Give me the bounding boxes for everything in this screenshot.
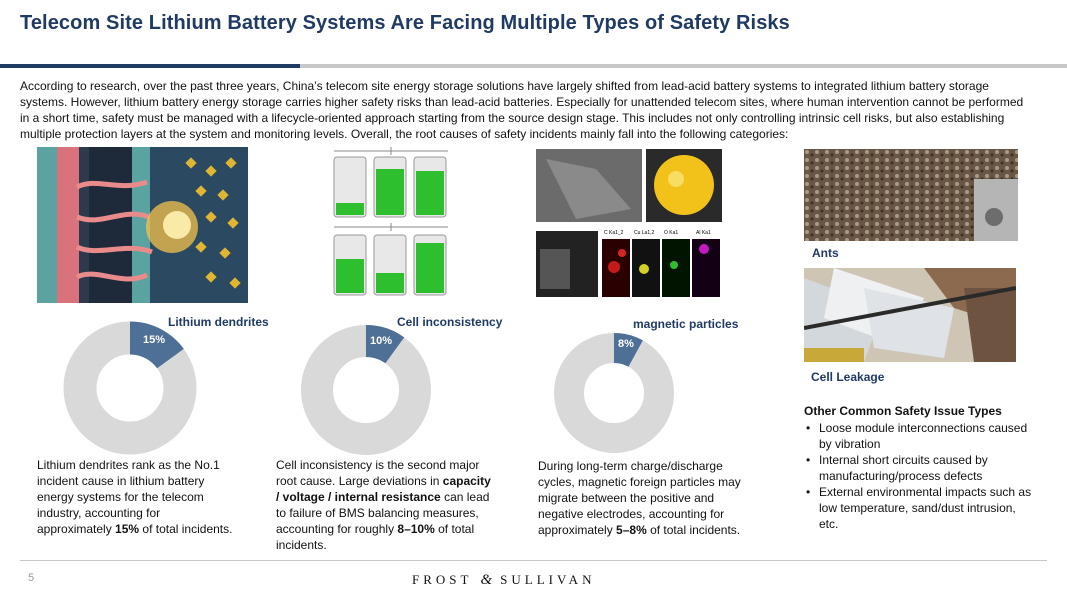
micro-label: Cu La1,2 [634,230,655,236]
brand-text: SULLIVAN [500,572,596,587]
other-issue-item: • External environmental impacts such as low temperature, sand/dust intrusion, etc. [804,484,1034,532]
risk-label-magnetic: magnetic particles [633,317,739,331]
desc-emphasis: 5–8% [616,523,647,537]
other-issue-item: • Internal short circuits caused by manufacturing/process defects [804,452,1034,484]
micro-label: C Ka1_2 [604,230,624,236]
ants-caption: Ants [812,246,839,260]
battery-level-illustration [330,147,452,299]
desc-text: of total incidents. [139,522,233,536]
desc-emphasis: capacity / voltage / internal resistance [276,474,491,504]
desc-emphasis: 15% [115,522,140,536]
dendrites-donut-chart [63,321,197,455]
micro-label: Al Ka1 [696,230,711,236]
page-title: Telecom Site Lithium Battery Systems Are Facing Multiple Types of Safety Risks [20,12,790,34]
magnetic-particle-micrographs [536,149,722,297]
cell-leakage-photo [804,268,1016,362]
risk-desc-magnetic [538,458,748,538]
desc-text: Lithium dendrites rank as the No.1 incident cause in lithium battery energy systems for the telecom industry, accounting for approximately [37,458,220,536]
cell-leakage-caption: Cell Leakage [811,370,885,384]
risk-label-inconsistency: Cell inconsistency [397,315,503,329]
title-rule-accent [0,64,300,68]
brand-ampersand: & [480,572,493,588]
other-issues-title: Other Common Safety Issue Types [804,404,1002,418]
risk-desc-dendrites [37,457,237,537]
risk-percent-magnetic: 8% [618,338,634,350]
desc-text: can lead to failure of BMS balancing measures, accounting for roughly [276,490,490,536]
intro-paragraph: According to research, over the past three years, China’s telecom site energy storage solutions have largely shifted from lead-acid battery systems to integrated lithium battery storage systems. However, lithium battery energy storage carries higher safety risks than lead-acid batteries. Especially for unattended telecom sites, where human intervention cannot be performed in a short time, safety must be managed with a lifecycle-oriented approach starting from the source design stage. This includes not only controlling intrinsic cell risks, but also establishing multiple protection layers at the system and monitoring levels. Overall, the root causes of safety incidents mainly fall into the following categories: [20,79,1024,141]
brand-logo [412,572,595,589]
risk-label-dendrites: Lithium dendrites [168,315,269,329]
inconsistency-donut-chart [300,324,432,456]
other-issue-item: • Loose module interconnections caused by vibration [804,420,1034,452]
micro-label: O Ka1 [664,230,679,236]
brand-text: FROST [412,572,473,587]
footer-rule [20,560,1047,561]
page-number: 5 [28,572,35,584]
desc-text: During long-term charge/discharge cycles, magnetic foreign particles may migrate between the positive and negative electrodes, accounting for approximately [538,459,741,537]
risk-desc-inconsistency [276,457,491,553]
donut-track [317,341,415,439]
risk-percent-dendrites: 15% [143,334,166,346]
desc-text: of total incidents. [276,522,475,552]
dendrite-illustration [37,147,248,303]
magnetic-donut-chart [553,332,675,454]
risk-percent-inconsistency: 10% [370,335,393,347]
desc-text: Cell inconsistency is the second major root cause. Large deviations in [276,458,480,488]
ants-photo [804,149,1018,241]
desc-text: of total incidents. [646,523,741,537]
other-issues-list [804,420,1034,532]
title-rule [300,64,1067,68]
desc-emphasis: 8–10% [397,522,435,536]
